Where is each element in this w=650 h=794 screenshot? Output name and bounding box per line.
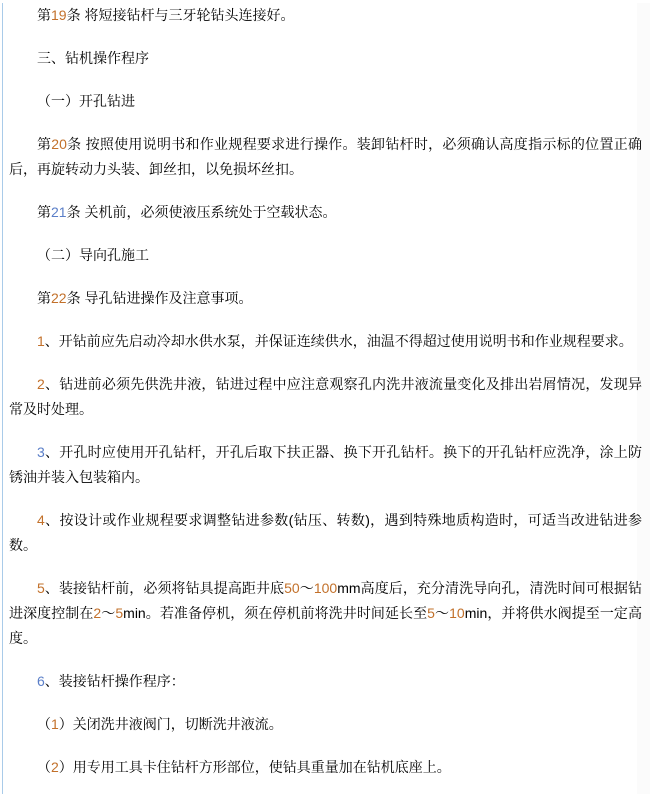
number-run: 5 (37, 580, 45, 596)
text-run: mm高度后，充分清洗导向孔，清洗时间可根据钻进深度控制在 (9, 580, 643, 621)
number-run: 5 (427, 605, 435, 621)
number-run: 1 (51, 716, 59, 732)
number-run: 4 (37, 512, 45, 528)
text-run: min，并将供水阀提至一定高度。 (9, 605, 643, 646)
paragraph-article-item (9, 132, 642, 182)
paragraph-list-item (9, 508, 642, 558)
text-run: （ (37, 716, 51, 732)
text-run: 、开孔时应使用开孔钻杆，开孔后取下扶正器、换下开孔钻杆。换下的开孔钻杆应洗净，涂上防锈油并装入包装箱内。 (9, 444, 642, 485)
text-run: 第 (37, 7, 51, 23)
number-run: 10 (449, 605, 465, 621)
paragraph-sub-list-item (9, 712, 642, 737)
paragraph-list-item (9, 576, 642, 651)
paragraph-sub-list-item (9, 755, 642, 780)
text-run: ～ (434, 605, 450, 621)
paragraph-sub-heading (9, 89, 642, 114)
text-run: 、装接钻杆前，必须将钻具提高距井底 (44, 580, 285, 596)
text-run: ～ (299, 580, 314, 596)
text-run: 、开钻前应先启动冷却水供水泵，并保证连续供水，油温不得超过使用说明书和作业规程要求。 (44, 333, 633, 349)
text-run: 第 (37, 204, 51, 220)
number-run: 2 (93, 605, 102, 621)
paragraph-article-item (9, 3, 642, 28)
number-run: 5 (115, 605, 124, 621)
text-run: （ (37, 759, 51, 775)
paragraph-section-heading (9, 46, 642, 71)
number-run: 2 (51, 759, 59, 775)
number-run: 50 (284, 580, 300, 596)
number-run: 22 (51, 290, 67, 306)
number-run: 2 (37, 376, 45, 392)
text-run: 条 将短接钻杆与三牙轮钻头连接好。 (66, 7, 295, 23)
paragraph-article-item (9, 200, 642, 225)
text-run: 第 (37, 290, 51, 306)
text-run: （二）导向孔施工 (37, 247, 149, 263)
paragraph-article-item (9, 286, 642, 311)
text-run: 条 导孔钻进操作及注意事项。 (66, 290, 253, 306)
paragraph-list-item (9, 372, 642, 422)
paragraph-list-item (9, 440, 642, 490)
number-run: 1 (37, 333, 45, 349)
text-run: 、装接钻杆操作程序： (44, 673, 185, 689)
text-run: 条 关机前，必须使液压系统处于空载状态。 (66, 204, 337, 220)
number-run: 100 (313, 580, 338, 596)
number-run: 19 (51, 7, 67, 23)
number-run: 3 (37, 444, 45, 460)
text-run: ）关闭洗井液阀门，切断洗井液流。 (58, 716, 283, 732)
number-run: 21 (51, 204, 67, 220)
text-run: （一）开孔钻进 (37, 93, 135, 109)
text-run: 、按设计或作业规程要求调整钻进参数(钻压、转数)，遇到特殊地质构造时，可适当改进钻进参数。 (9, 512, 642, 553)
paragraph-sub-heading (9, 243, 642, 268)
text-run: 条 按照使用说明书和作业规程要求进行操作。装卸钻杆时，必须确认高度指示标的位置正确后，再旋转动力头装、卸丝扣，以免损坏丝扣。 (9, 136, 643, 177)
paragraph-list-item (9, 669, 642, 694)
text-run: 第 (37, 136, 52, 152)
number-run: 20 (51, 136, 67, 152)
text-run: 三、钻机操作程序 (37, 50, 149, 66)
text-run: min。若准备停机，须在停机前将洗井时间延长至 (123, 605, 428, 621)
text-run: ）用专用工具卡住钻杆方形部位，使钻具重量加在钻机底座上。 (58, 759, 451, 775)
document-body (0, 3, 650, 780)
text-run: 、钻进前必须先供洗井液，钻进过程中应注意观察孔内洗井液流量变化及排出岩屑情况，发现异常及时处理。 (9, 376, 642, 417)
number-run: 6 (37, 673, 45, 689)
paragraph-list-item (9, 329, 642, 354)
text-run: ～ (101, 605, 116, 621)
